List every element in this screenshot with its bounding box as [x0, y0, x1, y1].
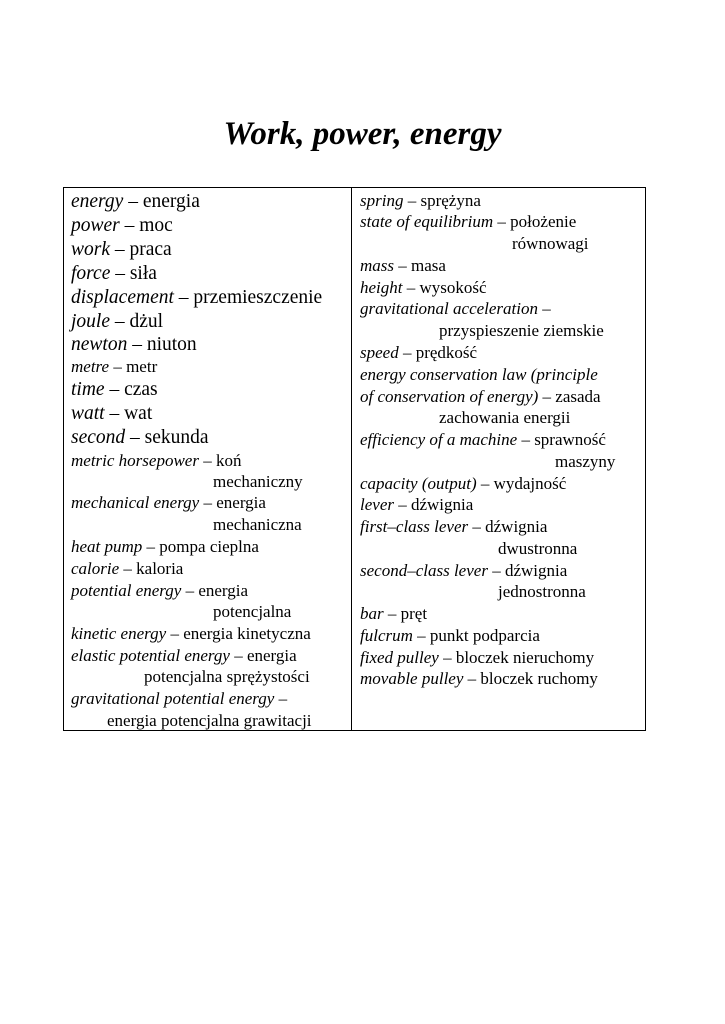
left-entry-metric-horsepower: metric horsepower – koń — [71, 451, 242, 470]
left-entry-potential-energy: potential energy – energia — [71, 581, 249, 600]
right-entry-fixed-pulley: fixed pulley – bloczek nieruchomy — [360, 648, 595, 667]
left-entry-calorie: calorie – kaloria — [71, 559, 184, 578]
left-entry-time: time – czas — [71, 379, 158, 400]
left-entry-displacement: displacement – przemieszczenie — [71, 287, 323, 308]
left-entry-potential-energy-cont: potencjalna — [213, 602, 292, 621]
right-entry-second-class-lever: second–class lever – dźwignia — [360, 561, 568, 580]
right-entry-height: height – wysokość — [360, 278, 487, 297]
left-entry-metric-horsepower-cont: mechaniczny — [213, 472, 303, 491]
left-entry-kinetic-energy: kinetic energy – energia kinetyczna — [71, 624, 311, 643]
left-entry-force: force – siła — [71, 263, 157, 284]
left-entry-elastic-potential-energy: elastic potential energy – energia — [71, 646, 297, 665]
right-entry-state-of-equilibrium-cont: równowagi — [512, 234, 589, 253]
right-entry-conservation-of-energy-cont: zachowania energii — [439, 408, 571, 427]
left-entry-gravitational-potential-energy: gravitational potential energy – — [71, 689, 288, 708]
right-entry-fulcrum: fulcrum – punkt podparcia — [360, 626, 540, 645]
right-entry-state-of-equilibrium: state of equilibrium – położenie — [360, 212, 577, 231]
right-entry-gravitational-acceleration-cont: przyspieszenie ziemskie — [439, 321, 604, 340]
left-entry-metre: metre – metr — [71, 357, 158, 376]
left-entry-newton: newton – niuton — [71, 334, 197, 355]
right-entry-capacity-output: capacity (output) – wydajność — [360, 474, 567, 493]
right-entry-mass: mass – masa — [360, 256, 446, 275]
right-entry-lever: lever – dźwignia — [360, 495, 474, 514]
right-entry-first-class-lever-cont: dwustronna — [498, 539, 578, 558]
left-entry-gravitational-potential-energy-cont: energia potencjalna grawitacji — [107, 711, 312, 730]
left-entry-joule: joule – dżul — [71, 311, 164, 332]
right-entry-efficiency-of-a-machine-cont: maszyny — [555, 452, 616, 471]
right-entry-bar: bar – pręt — [360, 604, 428, 623]
left-entry-energy: energy – energia — [71, 191, 200, 212]
left-entry-elastic-potential-energy-cont: potencjalna sprężystości — [144, 667, 310, 686]
right-entry-second-class-lever-cont: jednostronna — [498, 582, 586, 601]
left-entry-watt: watt – wat — [71, 403, 153, 424]
left-entry-power: power – moc — [71, 215, 173, 236]
right-entry-efficiency-of-a-machine: efficiency of a machine – sprawność — [360, 430, 606, 449]
right-entry-speed: speed – prędkość — [360, 343, 478, 362]
right-entry-first-class-lever: first–class lever – dźwignia — [360, 517, 548, 536]
left-entry-work: work – praca — [71, 239, 172, 260]
right-entry-conservation-of-energy: of conservation of energy) – zasada — [360, 387, 601, 406]
left-entry-heat-pump: heat pump – pompa cieplna — [71, 537, 259, 556]
right-entry-energy-conservation-law: energy conservation law (principle — [360, 365, 598, 384]
column-divider — [351, 187, 352, 731]
left-entry-second: second – sekunda — [71, 427, 209, 448]
page-title: Work, power, energy — [223, 116, 502, 152]
left-entry-mechanical-energy: mechanical energy – energia — [71, 493, 266, 512]
right-entry-spring: spring – sprężyna — [360, 191, 481, 210]
right-entry-movable-pulley: movable pulley – bloczek ruchomy — [360, 669, 598, 688]
right-entry-gravitational-acceleration: gravitational acceleration – — [360, 299, 551, 318]
left-entry-mechanical-energy-cont: mechaniczna — [213, 515, 302, 534]
